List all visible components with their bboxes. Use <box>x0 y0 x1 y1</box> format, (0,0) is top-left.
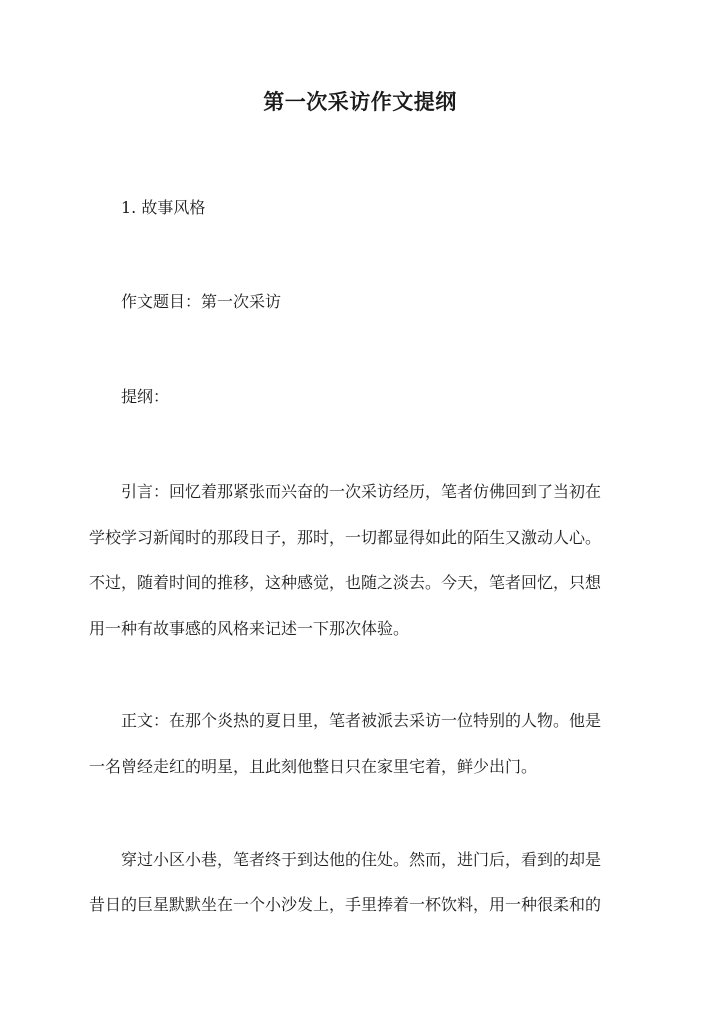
essay-title-line: 作文题目：第一次采访 <box>121 292 282 311</box>
intro-line-2: 学校学习新闻时的那段日子，那时，一切都显得如此的陌生又激动人心。 <box>89 528 602 547</box>
body2-line-2: 昔日的巨星默默坐在一个小沙发上，手里捧着一杯饮料，用一种很柔和的 <box>89 895 602 914</box>
body2-line-1: 穿过小区小巷，笔者终于到达他的住处。然而，进门后，看到的却是 <box>121 850 602 869</box>
outline-label: 提纲： <box>121 387 170 406</box>
section-heading: 1. 故事风格 <box>121 198 206 217</box>
intro-line-1: 引言：回忆着那紧张而兴奋的一次采访经历，笔者仿佛回到了当初在 <box>121 482 602 501</box>
intro-line-3: 不过，随着时间的推移，这种感觉，也随之淡去。今天，笔者回忆，只想 <box>89 573 602 592</box>
body-line-2: 一名曾经走红的明星，且此刻他整日只在家里宅着，鲜少出门。 <box>89 757 538 776</box>
intro-line-4: 用一种有故事感的风格来记述一下那次体验。 <box>89 619 410 638</box>
document-title: 第一次采访作文提纲 <box>263 89 457 114</box>
body-line-1: 正文：在那个炎热的夏日里，笔者被派去采访一位特别的人物。他是 <box>121 711 602 730</box>
